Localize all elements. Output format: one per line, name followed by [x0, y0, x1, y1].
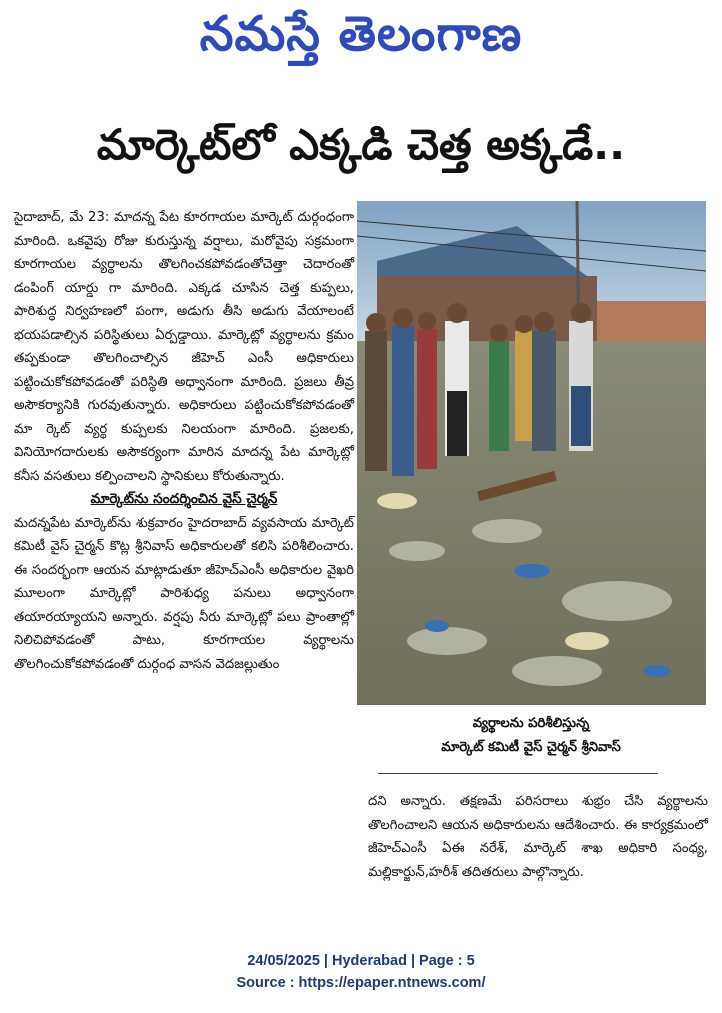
caption-line-1: వ్యర్థాలను పరిశీలిస్తున్న — [472, 716, 590, 731]
article-subhead: మార్కెట్‌ను సందర్శించిన వైస్ చైర్మన్ — [90, 491, 278, 507]
caption-divider — [378, 773, 658, 774]
article-body-left — [14, 206, 354, 676]
caption-line-2: మార్కెట్ కమిటీ వైస్ చైర్మన్ శ్రీనివాస్ — [441, 740, 621, 755]
photo-caption — [366, 712, 696, 760]
page-footer — [0, 950, 722, 994]
masthead — [0, 0, 722, 80]
newspaper-logo: నమస్తే తెలంగాణ — [199, 6, 523, 62]
article-headline — [10, 110, 712, 190]
article-body-right — [368, 790, 708, 884]
footer-date-line: 24/05/2025 | Hyderabad | Page : 5 — [247, 953, 475, 969]
article-paragraph-3: దని అన్నారు. తక్షణమే పరిసరాలు శుభ్రం చేసి వ్యర్థాలను తొలగించాలని ఆయన అధికారులను ఆదేశించారు. ఈ కార్యక్రమంలో జీహెచ్ఎంసీ ఏఈ నరేశ్, మార్కెట్ శాఖ అధికారి సంధ్య, మల్లికార్జున్,హరీశ్ తదితరులు పాల్గొన్నారు. — [368, 794, 708, 880]
news-photo — [357, 201, 706, 705]
headline-text: మార్కెట్‌లో ఎక్కడి చెత్త అక్కడే.. — [96, 120, 626, 169]
market-garbage-photo — [357, 201, 706, 705]
article-paragraph-2: మదన్నపేట మార్కెట్‌ను శుక్రవారం హైదరాబాద్ వ్యవసాయ మార్కెట్ కమిటీ వైస్ చైర్మన్ కొట్ల శ్రీనివాస్ అధికారులతో కలిసి పరిశీలించారు. ఈ సందర్భంగా ఆయన మాట్లాడుతూ జీహెచ్ఎంసీ అధికారుల వైఖరి మూలంగా మార్కెట్లో పారిశుధ్య పనులు అధ్వానంగా తయారయ్యాయని అన్నారు. వర్షపు నీరు మార్కెట్లో పలు ప్రాంతాల్లో నిలిచిపోవడంతో పాటు, కూరగాయల వ్యర్థాలను తొలగించుకోకపోవడంతో దుర్గంధ వాసన వెదజల్లుతుం — [14, 515, 354, 672]
article-paragraph-1: సైదాబాద్, మే 23: మాదన్న పేట కూరగాయల మార్కెట్ దుర్గంధంగా మారింది. ఒకవైపు రోజు కురుస్తున్న వర్షాలు, మరోవైపు సక్రమంగా కూరగాయల వ్యర్థాలను తొలగించకపోవడంతోచెత్తా చెదారంతో డంపింగ్ యార్డు గా మారింది. ఎక్కడ చూసిన చెత్త కుప్పలు, పారిశుద్ధ నిర్వహణలో పంగా, అడుగు తీసి అడుగు వేయాలంటే భయపడాల్సిన పరిస్థితులు ఏర్పడ్డాయి. మార్కెట్లో వ్యర్థాలను క్రమం తప్పకుండా తొలగించాల్సిన జీహెచ్ ఎంసీ అధికారులు పట్టించుకోకపోవడంతో పరిస్థితి అధ్వానంగా మారింది. ప్రజలు తీవ్ర అసౌకర్యానికి గురవుతున్నారు. అధికారులు పట్టించుకోకపోవడంతో మా ర్కెట్ వ్యర్థ కుప్పలకు నిలయంగా మారింది. ప్రజలకు, వినియోగదారులకు అసౌకర్యంగా మారిన మాదన్న పేట మార్కెట్లో కనీస వసతులు కల్పించాలని స్థానికులు కోరుతున్నారు. — [14, 210, 354, 484]
footer-source-link[interactable]: Source : https://epaper.ntnews.com/ — [236, 975, 486, 991]
